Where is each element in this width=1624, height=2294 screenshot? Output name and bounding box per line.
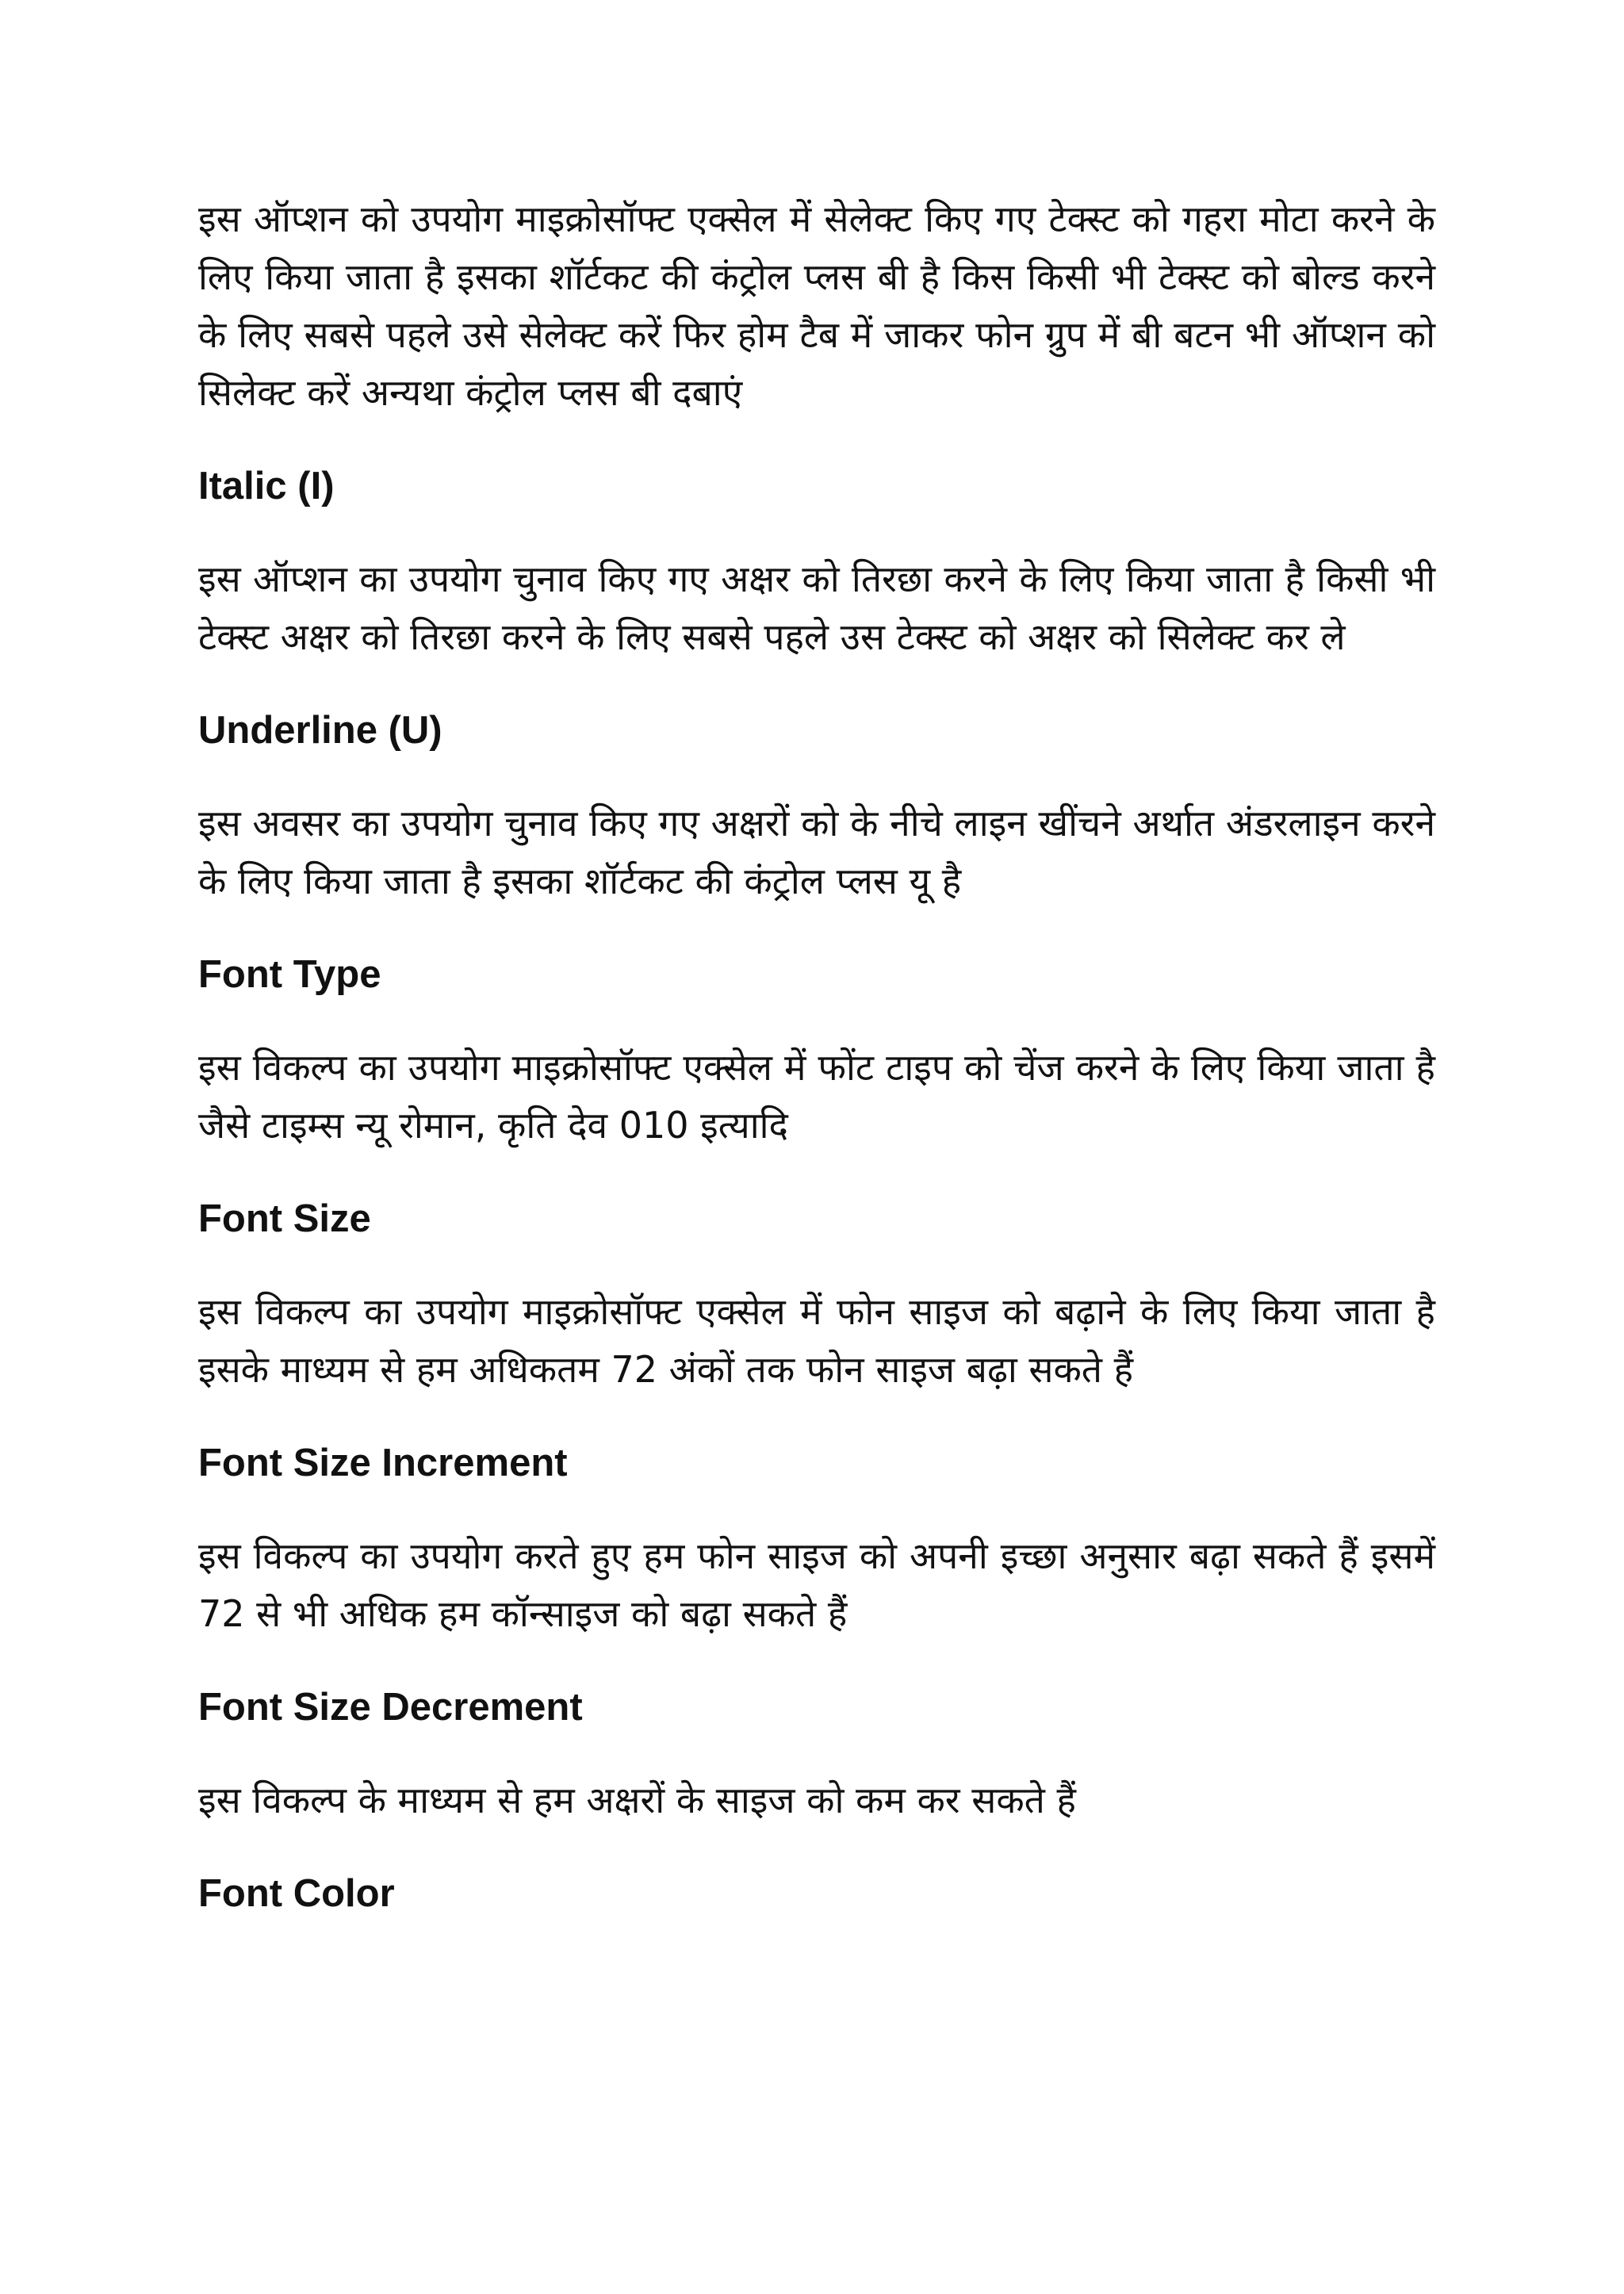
font-size-decrement-heading: Font Size Decrement: [198, 1686, 583, 1729]
font-color-heading: Font Color: [198, 1872, 395, 1915]
document-page: [198, 190, 1435, 1917]
font-size-decrement-description-paragraph: इस विकल्प के माध्यम से हम अक्षरों के साइज को कम कर सकते हैं: [198, 1779, 1076, 1821]
underline-heading: Underline (U): [198, 709, 442, 752]
underline-description-paragraph: इस अवसर का उपयोग चुनाव किए गए अक्षरों को के नीचे लाइन खींचने अर्थात अंडरलाइन करने के लिए किया जाता है इसका शॉर्टकट की कंट्रोल प्लस यू है: [198, 802, 1435, 902]
font-size-heading: Font Size: [198, 1197, 371, 1240]
bold-description-paragraph: इस ऑप्शन को उपयोग माइक्रोसॉफ्ट एक्सेल में सेलेक्ट किए गए टेक्स्ट को गहरा मोटा करने के लिए किया जाता है इसका शॉर्टकट की कंट्रोल प्लस बी है किस किसी भी टेक्स्ट को बोल्ड करने के लिए सबसे पहले उसे सेलेक्ट करें फिर होम टैब में जाकर फोन ग्रुप में बी बटन भी ऑप्शन को सिलेक्ट करें अन्यथा कंट्रोल प्लस बी दबाएं: [198, 197, 1435, 414]
italic-description-paragraph: इस ऑप्शन का उपयोग चुनाव किए गए अक्षर को तिरछा करने के लिए किया जाता है किसी भी टेक्स्ट अक्षर को तिरछा करने के लिए सबसे पहले उस टेक्स्ट को अक्षर को सिलेक्ट कर ले: [198, 557, 1435, 658]
font-size-description-paragraph: इस विकल्प का उपयोग माइक्रोसॉफ्ट एक्सेल में फोन साइज को बढ़ाने के लिए किया जाता है इसके माध्यम से हम अधिकतम 72 अंकों तक फोन साइज बढ़ा सकते हैं: [198, 1290, 1435, 1391]
font-size-increment-heading: Font Size Increment: [198, 1442, 568, 1484]
font-type-description-paragraph: इस विकल्प का उपयोग माइक्रोसॉफ्ट एक्सेल में फोंट टाइप को चेंज करने के लिए किया जाता है जैसे टाइम्स न्यू रोमान, कृति देव 010 इत्यादि: [198, 1046, 1435, 1147]
font-type-heading: Font Type: [198, 953, 381, 996]
italic-heading: Italic (I): [198, 465, 335, 507]
font-size-increment-description-paragraph: इस विकल्प का उपयोग करते हुए हम फोन साइज को अपनी इच्छा अनुसार बढ़ा सकते हैं इसमें 72 से भी अधिक हम कॉन्साइज को बढ़ा सकते हैं: [198, 1534, 1435, 1635]
